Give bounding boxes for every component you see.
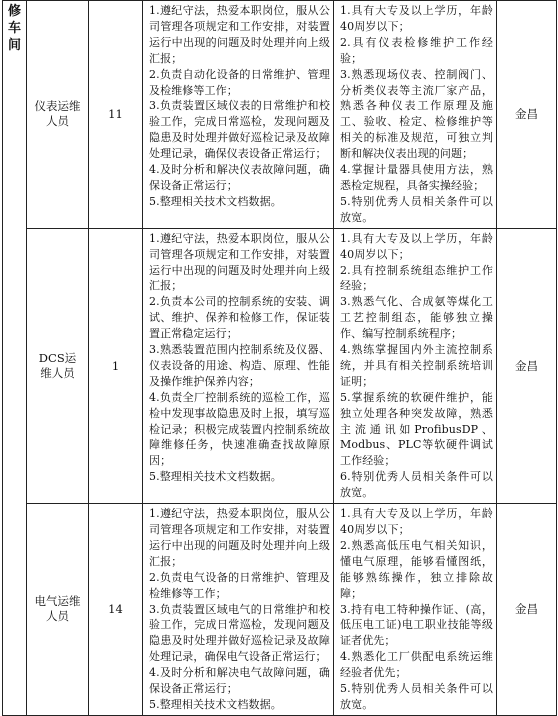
- duty-item: 4.负责全厂控制系统的巡检工作，巡检中发现事故隐患及时上报，填写巡检记录；积极完成装置内控制系统故障维修任务，快速准确查找故障原因；: [149, 390, 330, 468]
- requirement-item: 6.特别优秀人员相关条件可以放宽。: [340, 470, 493, 500]
- headcount: 11: [108, 107, 123, 122]
- headcount: 14: [108, 602, 123, 617]
- requirement-item: 5.掌握系统的软硬件维护，能独立处理各种突发故障，熟悉主流通讯如ProfibusDP、Modbus、PLC等软硬件调试工作经验；: [340, 390, 493, 468]
- duties-cell: [143, 228, 334, 503]
- headcount: 1: [111, 358, 120, 373]
- duties-cell: [143, 504, 334, 716]
- requirement-item: 4.熟练掌握国内外主流控制系统，并具有相关控制系统培训证明；: [340, 343, 493, 388]
- location-cell: [497, 1, 557, 229]
- requirement-item: 5.特别优秀人员相关条件可以放宽。: [340, 682, 493, 711]
- duty-item: 5.整理相关技术文档数据。: [149, 194, 282, 208]
- table-row: [3, 504, 557, 716]
- location-cell: [497, 228, 557, 503]
- requirement-item: 3.熟悉气化、合成氨等煤化工工艺控制组态，能够独立操作、编写控制系统程序；: [340, 295, 493, 341]
- requirement-item: 4.熟悉化工厂供配电系统运维经验者优先；: [340, 650, 493, 680]
- requirement-item: 3.持有电工特种操作证、(高，低压电工证)电工职业技能等级证者优先；: [340, 602, 493, 648]
- work-location: 金昌: [515, 358, 538, 373]
- position-name: DCS运维人员: [38, 350, 77, 380]
- position-name: 电气运维人员: [34, 594, 81, 624]
- requirement-item: 5.特别优秀人员相关条件可以放宽。: [340, 194, 493, 224]
- requirement-item: 2.熟悉高低压电气相关知识，懂电气原理，能够看懂图纸，能够熟练操作，独立排除故障；: [340, 538, 493, 600]
- job-table-page: [2, 0, 556, 711]
- department-cell: [3, 1, 27, 716]
- duty-list: [143, 229, 333, 488]
- duty-item: 1.遵纪守法，热爱本职岗位，服从公司管理各项规定和工作安排，对装置运行中出现的问题及时处理并向上级汇报；: [149, 507, 330, 568]
- requirement-item: 1.具有大专及以上学历，年龄40周岁以下；: [340, 507, 493, 536]
- position-cell: [27, 1, 89, 229]
- requirements-cell: [334, 1, 497, 229]
- duty-item: 4.及时分析和解决仪表故障问题，确保设备正常运行；: [149, 163, 330, 192]
- work-location: 金昌: [515, 107, 538, 122]
- requirement-item: 2.具有控制系统组态维护工作经验；: [340, 263, 493, 293]
- department-name: 修车间: [7, 4, 21, 53]
- requirement-item: 4.掌握计量器具使用方法，熟悉检定规程，具备实操经验；: [340, 163, 493, 192]
- duty-item: 3.熟悉装置范围内控制系统及仪器、仪表设备的用途、构造、原理、性能及操作维护保养内容；: [149, 343, 330, 388]
- headcount-cell: [89, 228, 143, 503]
- work-location: 金昌: [515, 602, 538, 617]
- table-row: [3, 228, 557, 503]
- headcount-cell: [89, 1, 143, 229]
- duty-item: 4.及时分析和解决电气故障问题，确保设备正常运行；: [149, 666, 330, 696]
- duty-item: 2.负责本公司的控制系统的安装、调试、维护、保养和检修工作，保证装置正常稳定运行；: [149, 295, 330, 341]
- requirements-cell: [334, 228, 497, 503]
- duty-list: [143, 1, 333, 212]
- duty-item: 5.整理相关技术文档数据。: [149, 470, 282, 484]
- requirement-item: 3.熟悉现场仪表、控制阀门、分析类仪表等主流厂家产品，熟悉各种仪表工作原理及施工、验收、检定、检修维护等相关的标准及规范，可独立判断和解决仪表出现的问题；: [340, 67, 493, 161]
- duty-item: 1.遵纪守法，热爱本职岗位，服从公司管理各项规定和工作安排，对装置运行中出现的问题及时处理并向上级汇报；: [149, 231, 330, 293]
- table-row: [3, 1, 557, 229]
- position-cell: [27, 228, 89, 503]
- requirement-list: [334, 504, 496, 715]
- requirement-item: 2.具有仪表检修维护工作经验；: [340, 35, 493, 65]
- position-cell: [27, 504, 89, 716]
- duty-item: 3.负责装置区域电气的日常维护和校验工作，完成日常巡检，发现问题及隐患及时处理并做好巡检记录及故障处理记录，确保电气设备正常运行；: [149, 602, 330, 664]
- duty-item: 2.负责自动化设备的日常维护、管理及检维修等工作；: [149, 67, 330, 97]
- headcount-cell: [89, 504, 143, 716]
- location-cell: [497, 504, 557, 716]
- duty-item: 2.负责电气设备的日常维护、管理及检维修等工作；: [149, 570, 330, 600]
- duty-item: 1.遵纪守法，热爱本职岗位，服从公司管理各项规定和工作安排，对装置运行中出现的问题及时处理并向上级汇报；: [149, 4, 330, 65]
- requirements-cell: [334, 504, 497, 716]
- requirement-item: 1.具有大专及以上学历，年龄40周岁以下；: [340, 231, 493, 261]
- duties-cell: [143, 1, 334, 229]
- requirement-list: [334, 1, 496, 228]
- duty-item: 5.整理相关技术文档数据。: [149, 697, 282, 711]
- job-requirements-table: [2, 0, 557, 716]
- requirement-item: 1.具有大专及以上学历，年龄40周岁以下；: [340, 4, 493, 33]
- requirement-list: [334, 229, 496, 503]
- position-name: 仪表运维人员: [34, 99, 81, 129]
- duty-list: [143, 504, 333, 715]
- duty-item: 3.负责装置区域仪表的日常维护和校验工作，完成日常巡检，发现问题及隐患及时处理并做好巡检记录及故障处理记录，确保仪表设备正常运行；: [149, 99, 330, 161]
